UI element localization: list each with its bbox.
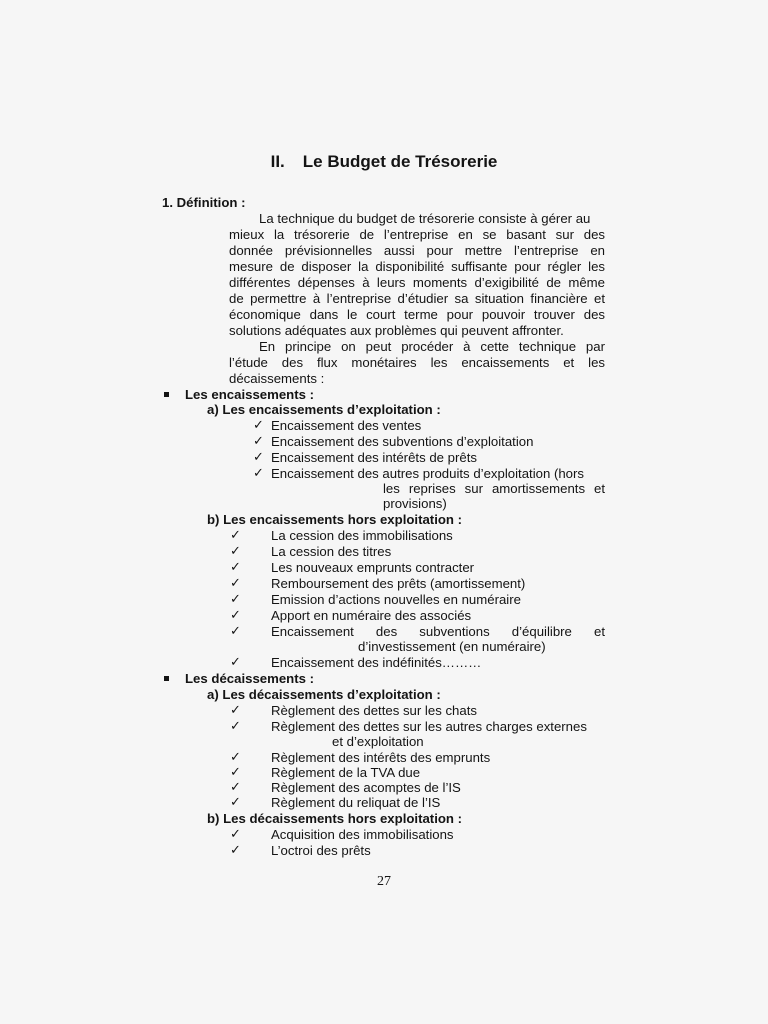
check-icon: ✓ (230, 544, 241, 559)
section-bullet (164, 392, 169, 397)
check-icon: ✓ (230, 528, 241, 543)
check-icon: ✓ (253, 450, 264, 465)
definition-line: donnée prévisionnelles aussi pour mettre l’entreprise en (229, 243, 605, 258)
check-icon: ✓ (230, 843, 241, 858)
definition-line: mesure de disposer la disponibilité suffisante pour régler les (229, 259, 605, 274)
list-item: Encaissement des subventions d’équilibre et (271, 624, 605, 639)
list-item: Règlement du reliquat de l’IS (271, 795, 441, 810)
list-item: Encaissement des indéfinités……… (271, 655, 482, 670)
check-icon: ✓ (230, 624, 241, 639)
check-icon: ✓ (253, 466, 264, 481)
page-title (0, 152, 768, 172)
dec-hors-heading: b) Les décaissements hors exploitation : (207, 811, 463, 826)
list-item: Remboursement des prêts (amortissement) (271, 576, 526, 591)
list-item: Emission d’actions nouvelles en numéraire (271, 592, 521, 607)
list-item: Les nouveaux emprunts contracter (271, 560, 475, 575)
definition-line: solutions adéquates aux problèmes qui peuvent affronter. (229, 323, 564, 338)
list-item: Encaissement des autres produits d’exploitation (hors (271, 466, 585, 481)
check-icon: ✓ (253, 434, 264, 449)
decaissements-heading: Les décaissements : (185, 671, 315, 686)
list-item: Règlement des dettes sur les chats (271, 703, 477, 718)
title-number: II. (270, 152, 285, 171)
list-item: L’octroi des prêts (271, 843, 371, 858)
dec-exploitation-heading: a) Les décaissements d’exploitation : (207, 687, 441, 702)
enc-hors-heading: b) Les encaissements hors exploitation : (207, 512, 463, 527)
definition-heading: 1. Définition : (162, 195, 246, 210)
check-icon: ✓ (230, 608, 241, 623)
list-item-continuation: d’investissement (en numéraire) (358, 639, 546, 654)
encaissements-heading: Les encaissements : (185, 387, 315, 402)
list-item: Apport en numéraire des associés (271, 608, 472, 623)
list-item: Règlement de la TVA due (271, 765, 421, 780)
definition-line: mieux la trésorerie de l’entreprise en se basant sur des (229, 227, 605, 242)
principle-line: l’étude des flux monétaires les encaissements et les (229, 355, 605, 370)
list-item: Règlement des dettes sur les autres charges externes (271, 719, 587, 734)
principle-line: En principe on peut procéder à cette technique par (259, 339, 605, 354)
check-icon: ✓ (230, 795, 241, 810)
check-icon: ✓ (230, 560, 241, 575)
list-item: Règlement des acomptes de l’IS (271, 780, 461, 795)
definition-line: économique dans le court terme pour pouvoir trouver des (229, 307, 605, 322)
enc-exploitation-heading: a) Les encaissements d’exploitation : (207, 402, 441, 417)
definition-line: différentes dépenses à leurs moments d’exigibilité de même (229, 275, 605, 290)
list-item: Acquisition des immobilisations (271, 827, 454, 842)
definition-line: La technique du budget de trésorerie consiste à gérer au (259, 211, 591, 226)
check-icon: ✓ (230, 750, 241, 765)
section-bullet (164, 676, 169, 681)
list-item: Règlement des intérêts des emprunts (271, 750, 491, 765)
check-icon: ✓ (230, 780, 241, 795)
check-icon: ✓ (253, 418, 264, 433)
list-item: La cession des titres (271, 544, 392, 559)
list-item: Encaissement des ventes (271, 418, 422, 433)
check-icon: ✓ (230, 576, 241, 591)
check-icon: ✓ (230, 719, 241, 734)
check-icon: ✓ (230, 703, 241, 718)
list-item: La cession des immobilisations (271, 528, 453, 543)
list-item: Encaissement des intérêts de prêts (271, 450, 477, 465)
list-item: Encaissement des subventions d’exploitation (271, 434, 534, 449)
list-item-continuation: provisions) (383, 496, 447, 511)
title-text: Le Budget de Trésorerie (302, 152, 498, 171)
check-icon: ✓ (230, 827, 241, 842)
principle-line: décaissements : (229, 371, 325, 386)
check-icon: ✓ (230, 592, 241, 607)
list-item-continuation: les reprises sur amortissements et (383, 481, 605, 496)
check-icon: ✓ (230, 765, 241, 780)
definition-line: de permettre à l’entreprise d’étudier sa situation financière et (229, 291, 605, 306)
check-icon: ✓ (230, 655, 241, 670)
list-item-continuation: et d’exploitation (332, 734, 424, 749)
page-number: 27 (377, 874, 391, 889)
